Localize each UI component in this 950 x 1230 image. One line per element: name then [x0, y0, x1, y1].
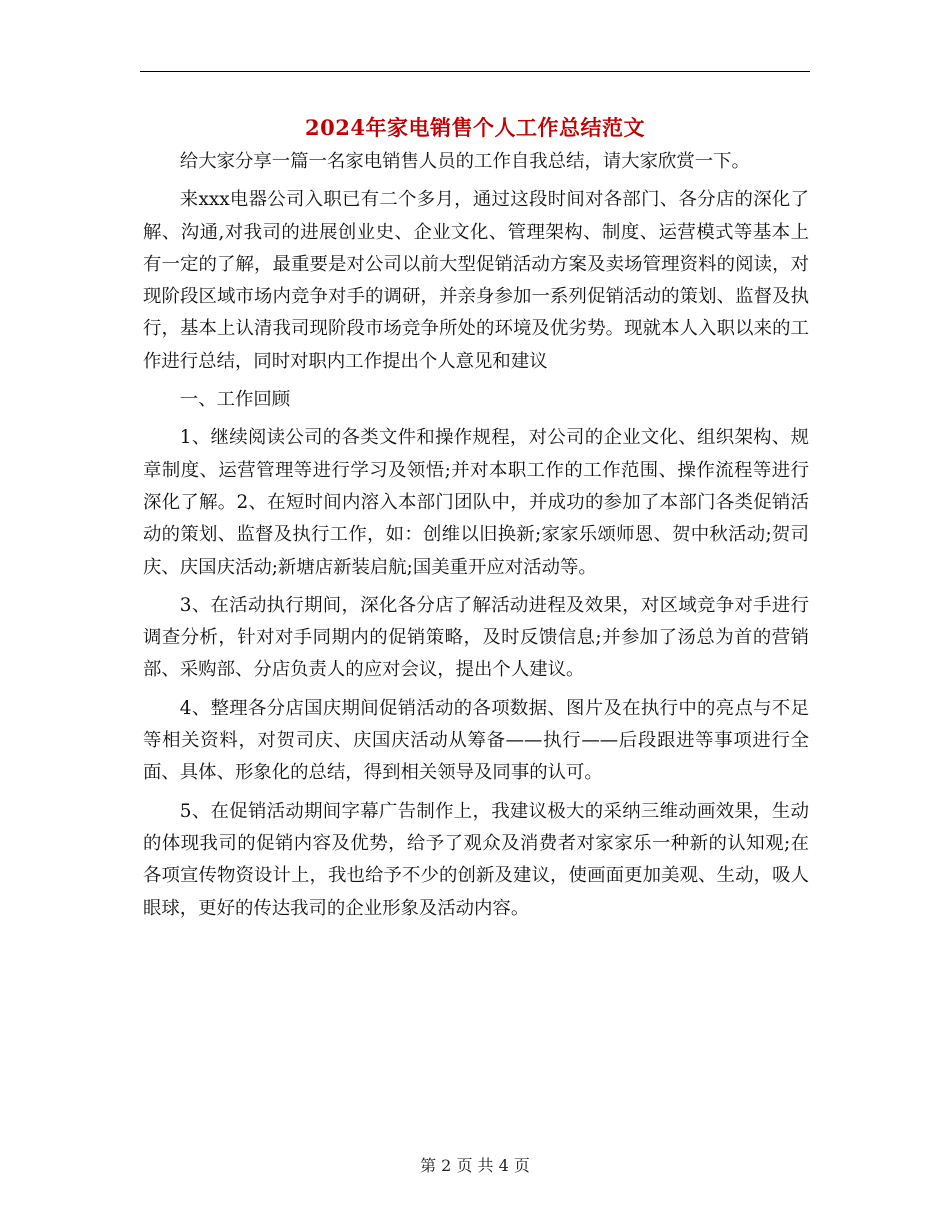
document-title: 2024年家电销售个人工作总结范文	[305, 115, 645, 140]
paragraph-item-4: 4、整理各分店国庆期间促销活动的各项数据、图片及在执行中的亮点与不足等相关资料，对贺司庆、庆国庆活动从筹备——执行——后段跟进等事项进行全面、具体、形象化的总结，得到相关领导及同事的认可。	[143, 697, 809, 784]
paragraph-overview: 来xxx电器公司入职已有二个多月，通过这段时间对各部门、各分店的深化了解、沟通,对我司的进展创业史、企业文化、管理架构、制度、运营模式等基本上有一定的了解，最重要是对公司以前大型促销活动方案及卖场管理资料的阅读，对现阶段区域市场内竞争对手的调研，并亲身参加一系列促销活动的策划、监督及执行，基本上认清我司现阶段市场竞争所处的环境及优劣势。现就本人入职以来的工作进行总结，同时对职内工作提出个人意见和建议	[143, 189, 809, 372]
header-rule	[140, 71, 810, 72]
paragraph-item-1-2: 1、继续阅读公司的各类文件和操作规程，对公司的企业文化、组织架构、规章制度、运营管理等进行学习及领悟;并对本职工作的工作范围、操作流程等进行深化了解。2、在短时间内溶入本部门团队中，并成功的参加了本部门各类促销活动的策划、监督及执行工作，如：创维以旧换新;家家乐颂师恩、贺中秋活动;贺司庆、庆国庆活动;新塘店新装启航;国美重开应对活动等。	[143, 427, 809, 578]
section-heading-work-review: 一、工作回顾	[179, 389, 291, 411]
document-body	[143, 146, 809, 931]
paragraph-intro: 给大家分享一篇一名家电销售人员的工作自我总结，请大家欣赏一下。	[179, 151, 750, 172]
paragraph-item-5: 5、在促销活动期间字幕广告制作上，我建议极大的采纳三维动画效果，生动的体现我司的促销内容及优势，给予了观众及消费者对家家乐一种新的认知观;在各项宣传物资设计上，我也给予不少的创新及建议，使画面更加美观、生动，吸人眼球，更好的传达我司的企业形象及活动内容。	[143, 800, 809, 919]
paragraph-item-3: 3、在活动执行期间，深化各分店了解活动进程及效果，对区域竞争对手进行调查分析，针对对手同期内的促销策略，及时反馈信息;并参加了汤总为首的营销部、采购部、分店负责人的应对会议，提出个人建议。	[143, 594, 809, 681]
page-number-footer: 第 2 页 共 4 页	[420, 1156, 530, 1175]
